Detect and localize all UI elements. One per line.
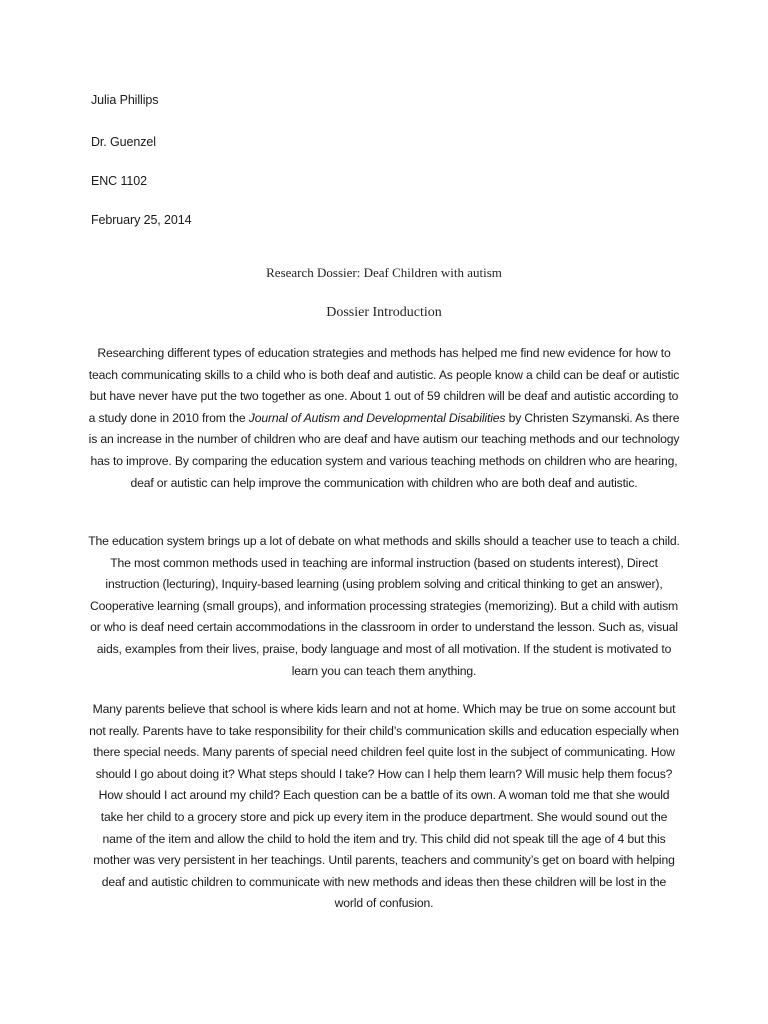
- author-name: Julia Phillips: [91, 93, 159, 107]
- course-code: ENC 1102: [91, 174, 147, 188]
- parents-paragraph: Many parents believe that school is where kids learn and not at home. Which may be true on some account but not really. Parents have to take responsibility for their child’s communication skills and education especially when there special needs. Many parents of special need children feel quite lost in the subject of communicating. How should I go about doing it? What steps should I take? How can I help them learn? Will music help them focus? How should I act around my child? Each question can be a battle of its own. A woman told me that she would take her child to a grocery store and pick up every item in the produce department. She would sound out the name of the item and allow the child to hold the item and try. This child did not speak till the age of 4 but this mother was very persistent in her teachings. Until parents, teachers and community’s get on board with helping deaf and autistic children to communicate with new methods and ideas then these children will be lost in the world of confusion.: [89, 702, 679, 911]
- intro-paragraph-text-end: by Christen Szymanski. As there is an increase in the number of children who are deaf and have autism our teaching methods and our technology has to improve. By comparing the education system and various teaching methods on children who are hearing, deaf or autistic can help improve the communication with children who are both deaf and autistic.: [88, 410, 680, 490]
- intro-paragraph-text-start: Researching different types of education strategies and methods has helped me find new evidence for how to teach communicating skills to a child who is both deaf and autistic. As people know a child can be deaf or autistic but have never have put the two together as one. About 1 out of 59 children will be deaf and autistic according to a study done in 2010 from the: [88, 346, 680, 425]
- intro-paragraph: [88, 343, 680, 494]
- document-date: February 25, 2014: [91, 213, 192, 227]
- section-heading: Dossier Introduction: [326, 305, 442, 320]
- document-title: Research Dossier: Deaf Children with autism: [266, 265, 502, 280]
- instructor-name: Dr. Guenzel: [91, 135, 156, 149]
- education-system-paragraph: The education system brings up a lot of debate on what methods and skills should a teacher use to teach a child. The most common methods used in teaching are informal instruction (based on students interest), Direct instruction (lecturing), Inquiry-based learning (using problem solving and critical thinking to get an answer), Cooperative learning (small groups), and information processing strategies (memorizing). But a child with autism or who is deaf need certain accommodations in the classroom in order to understand the lesson. Such as, visual aids, examples from their lives, praise, body language and most of all motivation. If the student is motivated to learn you can teach them anything.: [88, 534, 680, 678]
- journal-title: Journal of Autism and Developmental Disabilities: [248, 410, 506, 425]
